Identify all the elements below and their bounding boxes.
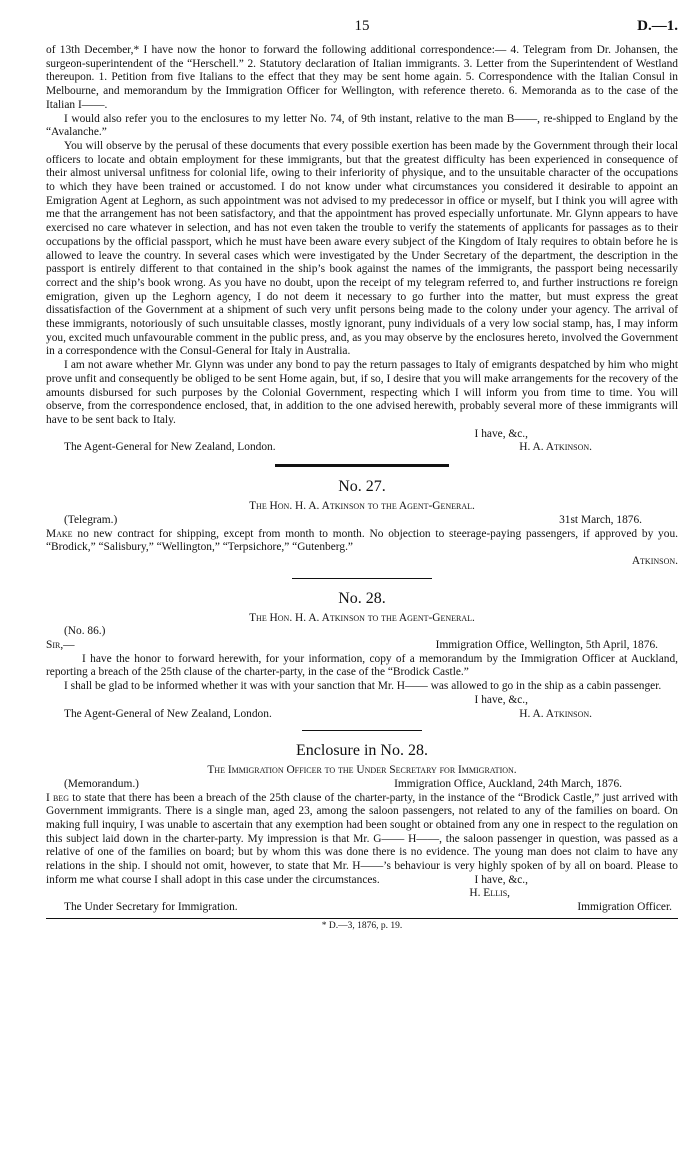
enclosure-closing: I have, &c., xyxy=(474,873,528,886)
enclosure-place-date: Immigration Office, Auckland, 24th March, 1876. xyxy=(394,777,622,790)
enclosure-meta xyxy=(46,778,678,792)
intro-paragraph-3: You will observe by the perusal of these documents that every possible exertion has been made by the Government through their local officers to locate and obtain employment for these immigrants, but that the greatest difficulty has been experienced in consequence of their almost universal unfitness for colonial life, owing to their inferiority of physique, and to the unsuitable character of the occupations to which they have been trained or accustomed. I do not know under what circumstances you considered it desirable to appoint an Emigration Agent at Leghorn, as such appointment was not advised to my predecessor in office or myself, but I think you will agree with me that the arrangement has not been satisfactory, and that the appointment has proved especially unfortunate. Mr. Glynn appears to have exercised no care whatever in selection, and has not even taken the trouble to verify the statements of applicants for passages as to their occupations by the official passport, which he must have been aware every subject of the Kingdom of Italy requires to obtain before he is allowed to leave the country. In several cases which were investigated by the Under Secretary of the department, the description in the passport is entirely different to that contained in the ship’s book against the names of the immigrants, the passport being necessarily correct and the ship’s book wrong. As you have no doubt, upon the receipt of my telegram referred to, and further instructions re foreign emigration, given up the Leghorn agency, I do not deem it necessary to go further into the matter, but must express the great dissatisfaction of the Government at a shipment of such very unfit persons being made to the colony under your agency. The arrival of these immigrants, notoriously of such unsuitable classes, mostly ignorant, puny individuals of a very low social stamp, has, I may inform you, excited much unfavourable comment in the public press, and, as you may observe by the enclosures hereto, involved the Government in a correspondence with the Consul-General for Italy in Australia. xyxy=(46,139,678,358)
enclosure-text: to state that there has been a breach of the 25th clause of the charter-party, in the instance of the “Brodick Castle,” just arrived with Government immigrants. There is a single man, aged 23, among the saloon passengers, not related to any of the families on board. On making full inquiry, I was unable to ascertain that any exemption had been sought or obtained from any one in respect to the regulation on this subject laid down in the charter-party. My impression is that Mr. G—— H——, the saloon passenger in question, was passed as a relative of one of the families on board; but by whom this was done there is no evidence. The young man does not claim to have any relations in the ship. I should not omit, however, to state that Mr. H——’s behaviour is very highly spoken of by all on board. Please to inform me what course I shall adopt in this case under the circumstances. xyxy=(46,791,678,886)
no28-salutation: Sir,— xyxy=(46,639,75,652)
no27-lead: Make xyxy=(46,527,73,540)
no28-signoff xyxy=(46,708,678,722)
enclosure-signoff xyxy=(46,901,678,915)
no27-date: 31st March, 1876. xyxy=(559,513,642,526)
no28-heading: No. 28. xyxy=(338,589,386,607)
enclosure-subheading: The Immigration Officer to the Under Secretary for Immigration. xyxy=(207,764,517,777)
intro-closing: I have, &c., xyxy=(474,427,528,440)
no27-subheading: The Hon. H. A. Atkinson to the Agent-General. xyxy=(249,500,475,513)
series-code: D.—1. xyxy=(637,18,678,34)
enclosure-addressee: The Under Secretary for Immigration. xyxy=(64,900,238,913)
enclosure-signature: H. Ellis, xyxy=(469,887,510,900)
no28-subheading: The Hon. H. A. Atkinson to the Agent-General. xyxy=(249,611,475,624)
enclosure-title: Immigration Officer. xyxy=(577,900,672,913)
no27-body xyxy=(46,528,678,555)
section-divider xyxy=(302,730,422,731)
no28-paragraph-1: I have the honor to forward herewith, for your information, copy of a memorandum by the Immigration Officer at Auckland, reporting a breach of the 25th clause of the charter-party, in the case of the “Brodick Castle.” xyxy=(46,652,678,679)
intro-addressee: The Agent-General for New Zealand, London. xyxy=(64,441,276,454)
intro-signature: H. A. Atkinson. xyxy=(519,441,592,454)
no28-place-date: Immigration Office, Wellington, 5th April, 1876. xyxy=(435,639,658,652)
no28-meta xyxy=(46,639,678,653)
page-header xyxy=(46,20,678,42)
enclosure-label: (Memorandum.) xyxy=(64,777,139,790)
page-body xyxy=(46,44,678,932)
no28-label: (No. 86.) xyxy=(64,625,106,638)
no28-addressee: The Agent-General of New Zealand, London. xyxy=(64,707,272,720)
enclosure-heading: Enclosure in No. 28. xyxy=(296,742,428,760)
no27-heading: No. 27. xyxy=(338,478,386,496)
no28-paragraph-2: I shall be glad to be informed whether it was with your sanction that Mr. H—— was allowed to go in the ship as a cabin passenger. xyxy=(64,680,662,693)
page-number: 15 xyxy=(354,18,370,34)
no28-closing: I have, &c., xyxy=(474,693,528,706)
section-divider xyxy=(292,578,432,579)
no27-signature: Atkinson. xyxy=(631,554,678,567)
enclosure-body xyxy=(46,792,678,888)
section-divider xyxy=(275,464,449,467)
footnote: * D.—3, 1876, p. 19. xyxy=(321,920,403,931)
no27-label: (Telegram.) xyxy=(64,513,118,526)
footnote-divider xyxy=(46,918,678,919)
intro-paragraph-2: I would also refer you to the enclosures to my letter No. 74, of 9th instant, relative to the man B——, re-shipped to England by the “Avalanche.” xyxy=(46,112,678,139)
no27-text: no new contract for shipping, except from month to month. No objection to steerage-paying passengers, if approved by you. “Brodick,” “Salisbury,” “Wellington,” “Terpsichore,” “Gutenberg.” xyxy=(46,527,678,554)
no28-signature: H. A. Atkinson. xyxy=(519,707,592,720)
intro-signoff xyxy=(46,441,678,455)
intro-paragraph-4: I am not aware whether Mr. Glynn was under any bond to pay the return passages to Italy of emigrants despatched by him who might prove unfit and consequently be obliged to be sent Home again, but, if so, I desire that you will make arrangements for the recovery of the amounts disbursed for such purposes by the Colonial Government, respecting which I will inform you from time to time. You will observe, from the correspondence enclosed, that, in addition to the one advised herewith, probably several more of these immigrants will have to be sent back to Italy. xyxy=(46,359,678,426)
enclosure-lead: I beg xyxy=(46,791,70,804)
no27-meta xyxy=(46,514,678,528)
intro-paragraph-1: of 13th December,* I have now the honor to forward the following additional correspondence:— 4. Telegram from Dr. Johansen, the surgeon-superintendent of the “Herschell.” 2. Statutory declaration of Italian immigrants. 3. Letter from the Superintendent of Westland thereupon. 1. Petition from five Italians to the effect that they may be sent home again. 5. Correspondence with the Italian Consul in Melbourne, and memorandum by the Immigration Officer for Wellington, with reference thereto. 6. Memoranda as to the case of the Italian I——. xyxy=(46,44,678,111)
